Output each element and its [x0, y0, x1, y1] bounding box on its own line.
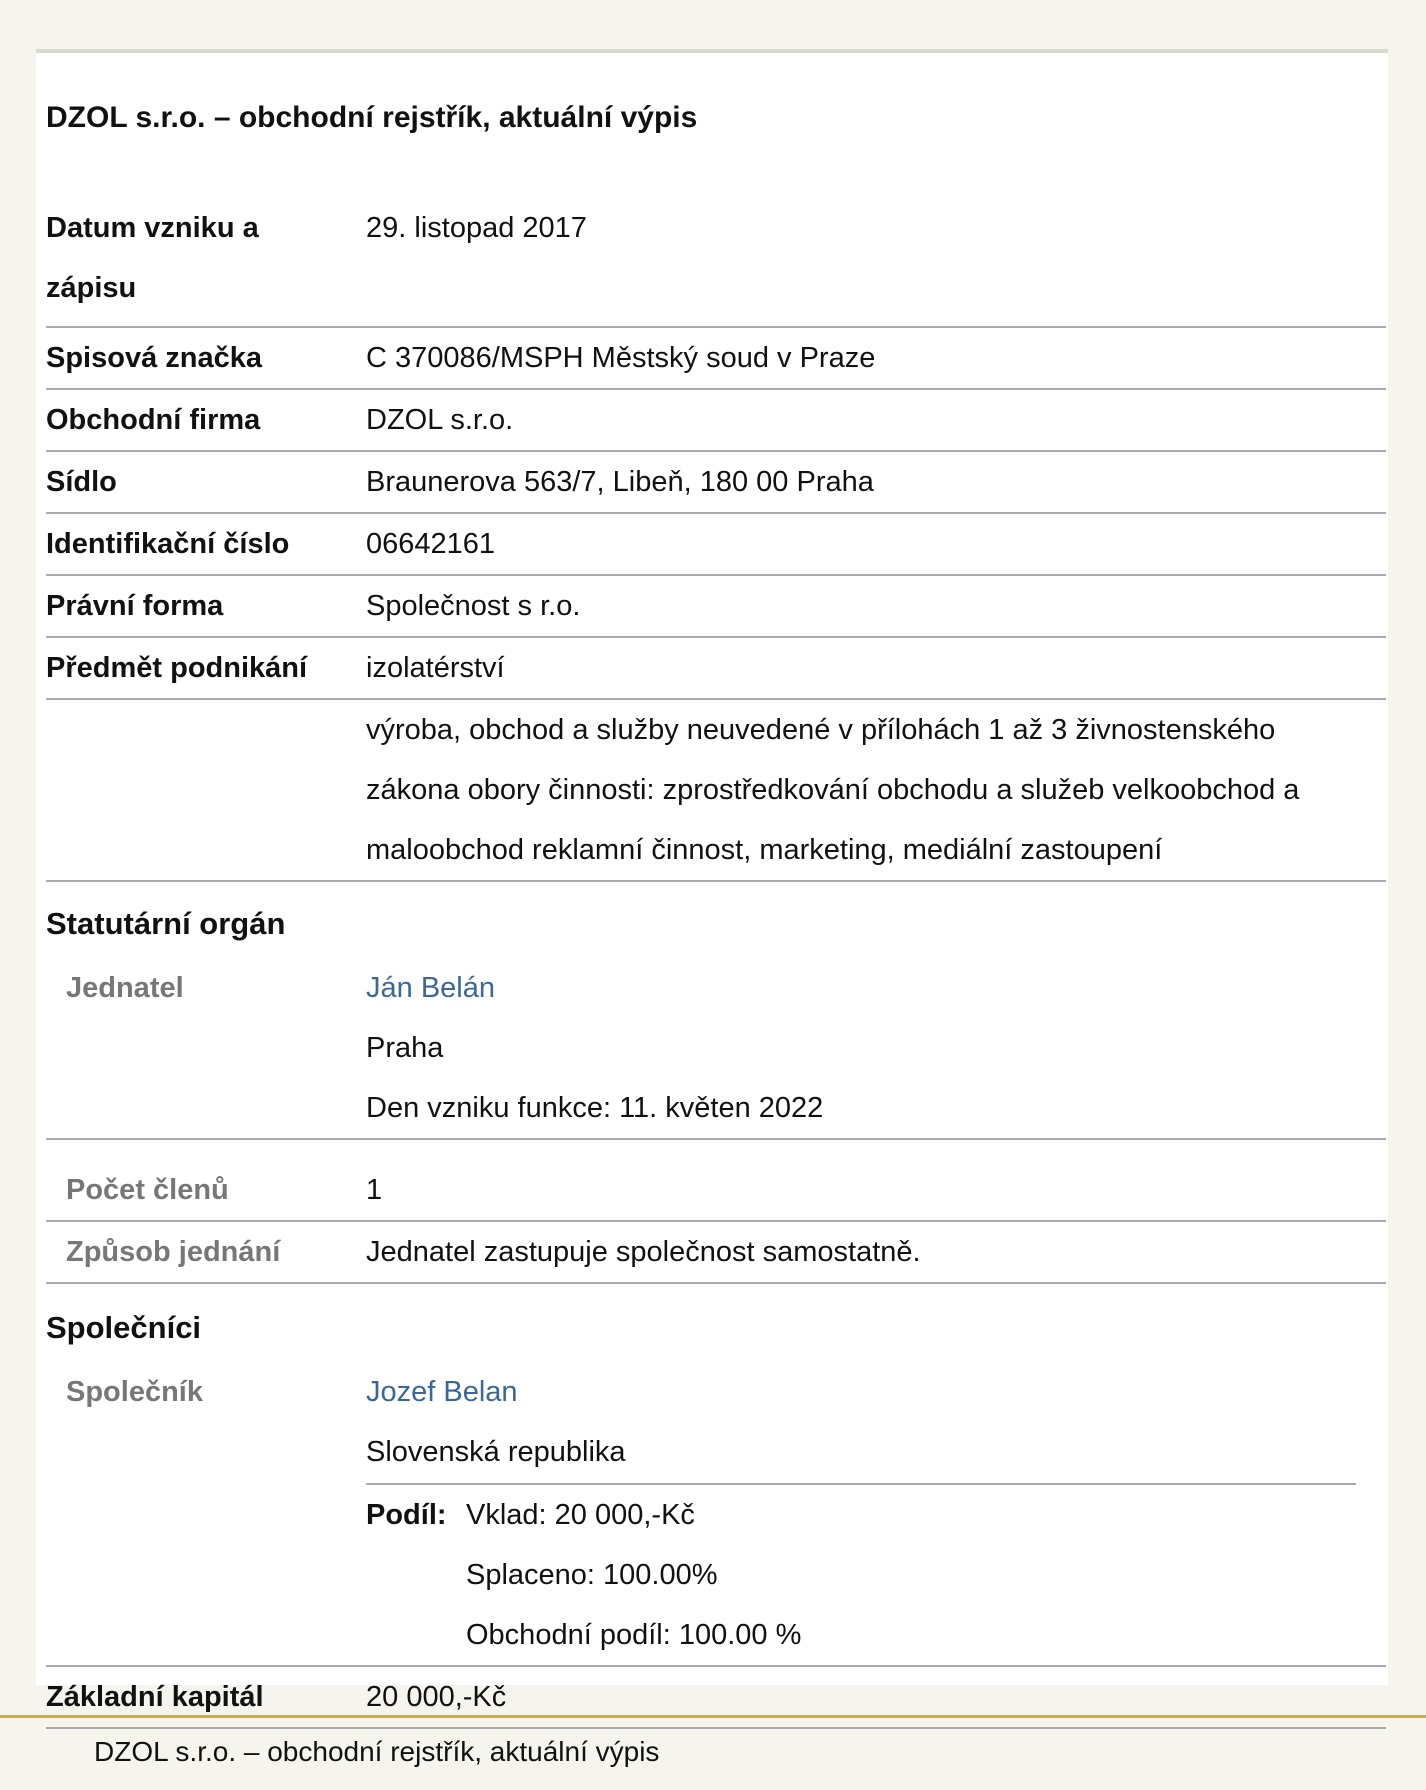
label-predmet: Předmět podnikání — [46, 652, 308, 684]
jednatel-city: Praha — [366, 1032, 444, 1064]
value-forma: Společnost s r.o. — [366, 590, 581, 622]
value-pocet: 1 — [366, 1174, 383, 1206]
footer-divider — [0, 1715, 1426, 1718]
register-card — [36, 49, 1388, 1713]
value-predmet-2: výroba, obchod a služby neuvedené v přílohách 1 až 3 živnostenského zákona obory činnosti: zprostředkování obchodu a služeb velkoobchod a maloobchod reklamní činnost, marketing, mediální zastoupení — [366, 714, 1300, 866]
label-sidlo: Sídlo — [46, 466, 117, 498]
label-zpusob: Způsob jednání — [66, 1236, 281, 1268]
podil-obchodni: Obchodní podíl: 100.00 % — [466, 1619, 802, 1651]
label-spisova: Spisová značka — [46, 342, 262, 374]
value-predmet-1: izolatérství — [366, 652, 505, 684]
row-sidlo — [46, 452, 1386, 514]
label-firma: Obchodní firma — [46, 404, 261, 436]
row-zpusob — [46, 1222, 1386, 1284]
value-kapital: 20 000,-Kč — [366, 1681, 507, 1713]
label-forma: Právní forma — [46, 590, 224, 622]
value-firma: DZOL s.r.o. — [366, 404, 514, 436]
value-zpusob: Jednatel zastupuje společnost samostatně. — [366, 1236, 921, 1268]
row-spisova — [46, 328, 1386, 390]
value-spisova: C 370086/MSPH Městský soud v Praze — [366, 342, 876, 374]
row-ico — [46, 514, 1386, 576]
row-predmet-1 — [46, 638, 1386, 700]
jednatel-name-link[interactable]: Ján Belán — [366, 972, 495, 1004]
row-kapital — [46, 1667, 1386, 1729]
spolecnik-country: Slovenská republika — [366, 1436, 626, 1468]
spolecnik-name-link[interactable]: Jozef Belan — [366, 1376, 518, 1408]
label-spolecnik: Společník — [66, 1376, 203, 1408]
jednatel-since: Den vzniku funkce: 11. květen 2022 — [366, 1092, 824, 1124]
footer-title: DZOL s.r.o. – obchodní rejstřík, aktuální výpis — [94, 1736, 660, 1767]
row-forma — [46, 576, 1386, 638]
row-firma — [46, 390, 1386, 452]
row-datum — [46, 198, 1386, 328]
row-jednatel — [46, 958, 1386, 1140]
label-pocet: Počet členů — [66, 1174, 229, 1206]
row-spolecnik — [46, 1362, 1386, 1667]
label-ico: Identifikační číslo — [46, 528, 290, 560]
value-datum: 29. listopad 2017 — [366, 212, 587, 244]
label-jednatel: Jednatel — [66, 972, 184, 1004]
value-sidlo: Braunerova 563/7, Libeň, 180 00 Praha — [366, 466, 874, 498]
row-predmet-2 — [46, 700, 1386, 882]
label-kapital: Základní kapitál — [46, 1681, 264, 1713]
podil-label: Podíl: — [366, 1499, 447, 1531]
row-pocet — [46, 1160, 1386, 1222]
value-ico: 06642161 — [366, 528, 496, 560]
podil-splaceno: Splaceno: 100.00% — [466, 1559, 718, 1591]
section-statutarni: Statutární orgán — [46, 906, 286, 941]
page-title: DZOL s.r.o. – obchodní rejstřík, aktuální výpis — [46, 101, 698, 134]
label-datum: Datum vzniku a zápisu — [46, 212, 259, 304]
section-spolecnici: Společníci — [46, 1310, 202, 1345]
podil-vklad: Vklad: 20 000,-Kč — [466, 1499, 695, 1531]
